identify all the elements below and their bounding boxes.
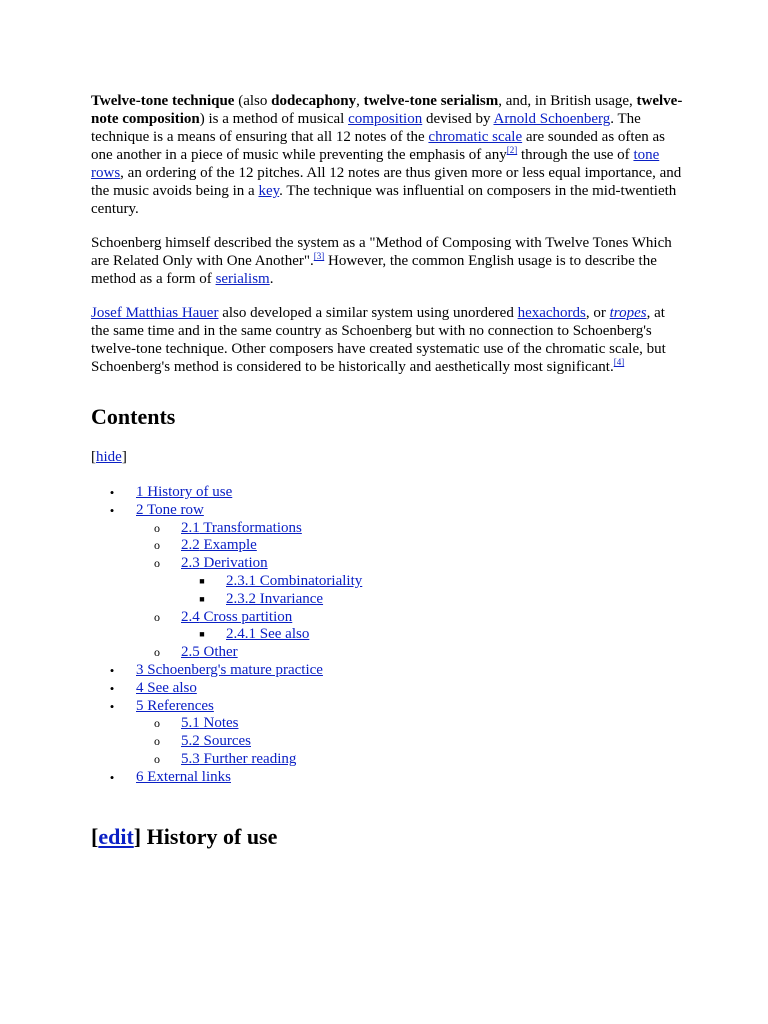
table-of-contents bbox=[91, 484, 683, 787]
term-twelve-note: twelve-note composition bbox=[91, 93, 683, 127]
toc-item-sources bbox=[91, 733, 683, 751]
toc-link[interactable]: 2.3 Derivation bbox=[181, 555, 268, 572]
toc-link[interactable]: 5.2 Sources bbox=[181, 733, 251, 750]
square-bullet-icon: ■ bbox=[199, 629, 205, 640]
bullet-icon: • bbox=[109, 662, 115, 678]
section-heading-history: [edit] History of use bbox=[91, 824, 278, 849]
circle-bullet-icon: o bbox=[154, 556, 160, 571]
bullet-icon: • bbox=[109, 680, 115, 696]
link-tropes[interactable]: tropes bbox=[609, 305, 647, 321]
toc-link[interactable]: 2.3.2 Invariance bbox=[226, 590, 324, 607]
circle-bullet-icon: o bbox=[154, 751, 160, 766]
toc-link[interactable]: 2.4 Cross partition bbox=[181, 608, 293, 625]
toc-link[interactable]: 2.5 Other bbox=[181, 644, 238, 661]
link-serialism[interactable]: serialism bbox=[215, 271, 270, 287]
circle-bullet-icon: o bbox=[154, 645, 160, 660]
square-bullet-icon: ■ bbox=[199, 593, 205, 604]
toc-link[interactable]: 5.3 Further reading bbox=[181, 750, 297, 767]
bullet-icon: • bbox=[109, 485, 115, 500]
toc-link[interactable]: 5 References bbox=[136, 697, 214, 714]
term-twelve-tone: Twelve-tone technique bbox=[91, 93, 235, 109]
circle-bullet-icon: o bbox=[154, 716, 160, 731]
circle-bullet-icon: o bbox=[154, 520, 160, 535]
contents-heading: Contents bbox=[91, 404, 176, 429]
toc-item-cross-partition bbox=[91, 609, 683, 627]
toc-link[interactable]: 6 External links bbox=[136, 768, 231, 785]
toc-item-tone-row bbox=[91, 502, 683, 520]
toc-link[interactable]: 3 Schoenberg's mature practice bbox=[136, 661, 323, 678]
toc-link[interactable]: 2.3.1 Combinatoriality bbox=[226, 572, 363, 589]
toc-item-external-links bbox=[91, 769, 683, 787]
square-bullet-icon: ■ bbox=[199, 575, 205, 586]
toc-link[interactable]: 4 See also bbox=[136, 679, 197, 696]
link-hexachords[interactable]: hexachords bbox=[517, 305, 586, 321]
hide-toc-link[interactable]: hide bbox=[96, 449, 122, 465]
link-chromatic-scale[interactable]: chromatic scale bbox=[428, 129, 523, 145]
toc-link[interactable]: 1 History of use bbox=[136, 484, 233, 500]
toc-item-derivation bbox=[91, 555, 683, 573]
toc-item-see-also bbox=[91, 680, 683, 698]
toc-link[interactable]: 5.1 Notes bbox=[181, 715, 239, 732]
toc-link[interactable]: 2.4.1 See also bbox=[226, 626, 310, 643]
ref-2[interactable]: [2] bbox=[506, 145, 518, 155]
link-arnold-schoenberg[interactable]: Arnold Schoenberg bbox=[493, 111, 611, 127]
circle-bullet-icon: o bbox=[154, 538, 160, 553]
link-josef-matthias-hauer[interactable]: Josef Matthias Hauer bbox=[91, 305, 219, 321]
circle-bullet-icon: o bbox=[154, 734, 160, 749]
link-composition[interactable]: composition bbox=[348, 111, 423, 127]
bullet-icon: • bbox=[109, 698, 115, 714]
toc-item-see-also-sub bbox=[91, 626, 683, 644]
toc-link[interactable]: 2.1 Transformations bbox=[181, 519, 302, 536]
toc-item-invariance bbox=[91, 591, 683, 609]
link-tone-rows[interactable]: tone rows bbox=[91, 147, 660, 181]
toc-item-combinatoriality bbox=[91, 573, 683, 591]
edit-section-link[interactable]: edit bbox=[98, 824, 134, 849]
toc-item-example bbox=[91, 537, 683, 555]
toc-link[interactable]: 2.2 Example bbox=[181, 537, 257, 554]
circle-bullet-icon: o bbox=[154, 609, 160, 624]
toc-item-transformations bbox=[91, 520, 683, 538]
ref-4[interactable]: [4] bbox=[613, 357, 625, 367]
toc-item-mature-practice bbox=[91, 662, 683, 680]
term-dodecaphony: dodecaphony bbox=[271, 93, 357, 109]
toc-link[interactable]: 2 Tone row bbox=[136, 501, 204, 518]
link-key[interactable]: key bbox=[258, 183, 280, 199]
term-serialism: twelve-tone serialism bbox=[363, 93, 499, 109]
bullet-icon: • bbox=[109, 502, 115, 518]
toc-item-references bbox=[91, 698, 683, 716]
intro-paragraph: Twelve-tone technique (also dodecaphony, twelve-tone serialism, and, in British usage, twelve-note composition) is a method of musical composition devised by Arnold Schoenberg. The technique is a means of ensuring that all 12 notes of the chromatic scale are sounded as often as one another in a piece of music while preventing the emphasis of any[2] through the use of tone rows, an ordering of the 12 pitches. All 12 notes are thus given more or less equal importance, and the music avoids being in a key. The technique was influential on composers in the mid-twentieth century. bbox=[91, 93, 683, 217]
bullet-icon: • bbox=[109, 769, 115, 785]
article-body bbox=[91, 92, 683, 787]
schoenberg-paragraph: Schoenberg himself described the system as a "Method of Composing with Twelve Tones Which are Related Only with One Another".[3] However, the common English usage is to describe the method as a form of serialism. bbox=[91, 235, 672, 287]
toc-item-history-of-use bbox=[91, 484, 683, 502]
toc-item-other bbox=[91, 644, 683, 662]
hauer-paragraph: Josef Matthias Hauer also developed a similar system using unordered hexachords, or tropes, at the same time and in the same country as Schoenberg but with no connection to Schoenberg's twelve-tone technique. Other composers have created systematic use of the chromatic scale, but Schoenberg's method is considered to be historically and aesthetically most significant.[4] bbox=[91, 305, 666, 375]
ref-3[interactable]: [3] bbox=[313, 251, 325, 261]
toc-item-notes bbox=[91, 715, 683, 733]
toc-toggle: [hide] bbox=[91, 449, 127, 465]
toc-item-further-reading bbox=[91, 751, 683, 769]
